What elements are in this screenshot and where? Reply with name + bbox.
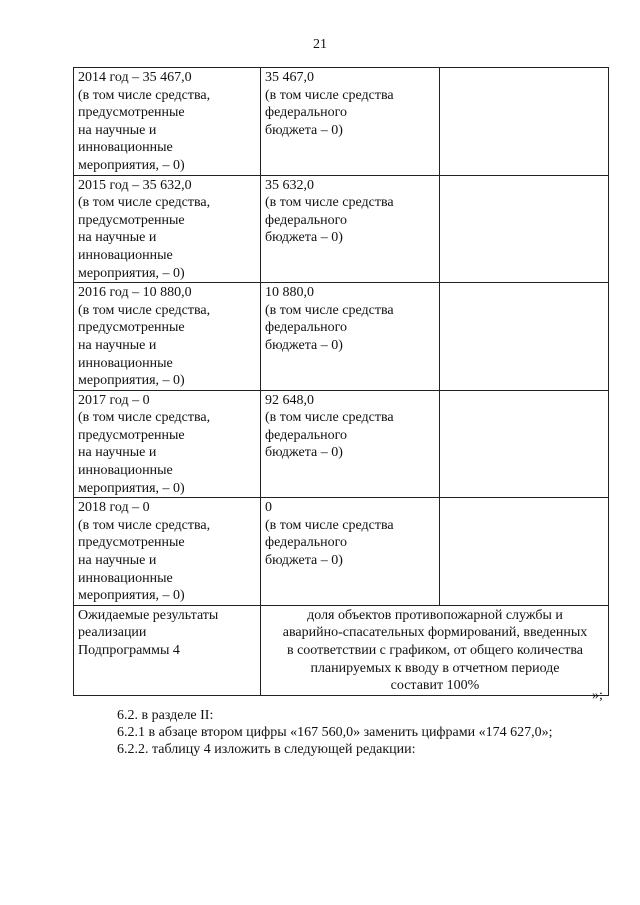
amount-cell-line: 35 467,0 <box>265 70 314 85</box>
amount-cell <box>261 498 440 606</box>
table-row <box>74 283 609 391</box>
year-total-cell-line: предусмотренные <box>78 105 185 121</box>
year-total-cell <box>74 390 261 498</box>
amount-cell-line: 35 632,0 <box>265 177 314 193</box>
amount-cell-line: 10 880,0 <box>265 285 314 301</box>
year-total-cell-line: на научные и <box>78 122 157 138</box>
year-total-cell <box>74 68 261 176</box>
year-total-cell-line: (в том числе средства, <box>78 302 211 318</box>
amount-cell-line: (в том числе средства <box>265 87 394 103</box>
year-total-cell-line: инновационные <box>78 247 173 263</box>
amount-cell-line: федерального <box>265 320 348 336</box>
results-text-cell <box>261 605 609 695</box>
results-text-cell-line: составит 100% <box>390 678 480 694</box>
year-total-cell-line: предусмотренные <box>78 427 185 443</box>
year-total-cell <box>74 283 261 391</box>
amount-cell-line: бюджета – 0) <box>265 122 343 138</box>
year-total-cell-line: мероприятия, – 0) <box>78 480 185 496</box>
amount-cell <box>261 175 440 283</box>
year-total-cell-line: на научные и <box>78 337 157 353</box>
amount-cell-line: федерального <box>265 105 348 121</box>
year-total-cell-line: (в том числе средства, <box>78 410 211 426</box>
year-total-cell-line: 2014 год – 35 467,0 <box>78 70 192 85</box>
funding-table <box>73 67 609 696</box>
year-total-cell-line: 2015 год – 35 632,0 <box>78 177 192 193</box>
empty-cell <box>440 68 609 176</box>
amount-cell-line: бюджета – 0) <box>265 553 343 569</box>
amendment-line-3: 6.2.2. таблицу 4 изложить в следующей редакции: <box>117 742 416 757</box>
amount-cell-line: (в том числе средства <box>265 302 394 318</box>
year-total-cell-line: предусмотренные <box>78 320 185 336</box>
year-total-cell-line: инновационные <box>78 463 173 479</box>
year-total-cell-line: мероприятия, – 0) <box>78 265 185 281</box>
year-total-cell-line: мероприятия, – 0) <box>78 157 185 173</box>
year-total-cell-line: 2016 год – 10 880,0 <box>78 285 192 301</box>
results-text-cell-line: доля объектов противопожарной службы и <box>307 607 563 623</box>
empty-cell <box>440 283 609 391</box>
amount-cell-line: (в том числе средства <box>265 195 394 211</box>
year-total-cell-line: инновационные <box>78 355 173 371</box>
funding-table-body <box>74 68 609 696</box>
amount-cell-line: федерального <box>265 535 348 551</box>
year-total-cell-line: на научные и <box>78 445 157 461</box>
table-row <box>74 390 609 498</box>
amendment-line-1: 6.2. в разделе II: <box>117 708 214 723</box>
results-row <box>74 605 609 695</box>
year-total-cell <box>74 498 261 606</box>
year-total-cell-line: 2017 год – 0 <box>78 392 150 408</box>
amount-cell-line: федерального <box>265 427 348 443</box>
results-label-cell-line: Ожидаемые результаты <box>78 607 219 623</box>
closing-quote-mark: »; <box>592 688 603 703</box>
results-text-cell-line: планируемых к вводу в отчетном периоде <box>310 660 560 676</box>
empty-cell <box>440 498 609 606</box>
amendment-line-2: 6.2.1 в абзаце втором цифры «167 560,0» заменить цифрами «174 627,0»; <box>117 725 553 740</box>
amount-cell-line: (в том числе средства <box>265 410 394 426</box>
amount-cell-line: бюджета – 0) <box>265 337 343 353</box>
table-row <box>74 498 609 606</box>
amount-cell-line: бюджета – 0) <box>265 445 343 461</box>
empty-cell <box>440 390 609 498</box>
year-total-cell-line: (в том числе средства, <box>78 195 211 211</box>
amount-cell <box>261 390 440 498</box>
year-total-cell-line: на научные и <box>78 553 157 569</box>
amount-cell <box>261 68 440 176</box>
amendments-block <box>117 707 552 758</box>
year-total-cell-line: предусмотренные <box>78 535 185 551</box>
year-total-cell-line: инновационные <box>78 570 173 586</box>
table-row <box>74 68 609 176</box>
amount-cell-line: 0 <box>265 500 272 516</box>
year-total-cell-line: на научные и <box>78 230 157 246</box>
table-row <box>74 175 609 283</box>
year-total-cell <box>74 175 261 283</box>
year-total-cell-line: 2018 год – 0 <box>78 500 150 516</box>
empty-cell <box>440 175 609 283</box>
results-label-cell <box>74 605 261 695</box>
amount-cell-line: (в том числе средства <box>265 517 394 533</box>
amount-cell <box>261 283 440 391</box>
results-label-cell-line: реализации <box>78 625 147 641</box>
results-text-cell-line: в соответствии с графиком, от общего количества <box>286 643 584 658</box>
year-total-cell-line: инновационные <box>78 140 173 156</box>
amount-cell-line: 92 648,0 <box>265 392 314 408</box>
year-total-cell-line: (в том числе средства, <box>78 87 211 103</box>
year-total-cell-line: (в том числе средства, <box>78 517 211 533</box>
amount-cell-line: бюджета – 0) <box>265 230 343 246</box>
page-number: 21 <box>313 37 327 52</box>
results-label-cell-line: Подпрограммы 4 <box>78 643 180 658</box>
year-total-cell-line: предусмотренные <box>78 212 185 228</box>
results-text-cell-line: аварийно-спасательных формирований, введенных <box>282 625 588 641</box>
amount-cell-line: федерального <box>265 212 348 228</box>
year-total-cell-line: мероприятия, – 0) <box>78 588 185 604</box>
year-total-cell-line: мероприятия, – 0) <box>78 373 185 389</box>
